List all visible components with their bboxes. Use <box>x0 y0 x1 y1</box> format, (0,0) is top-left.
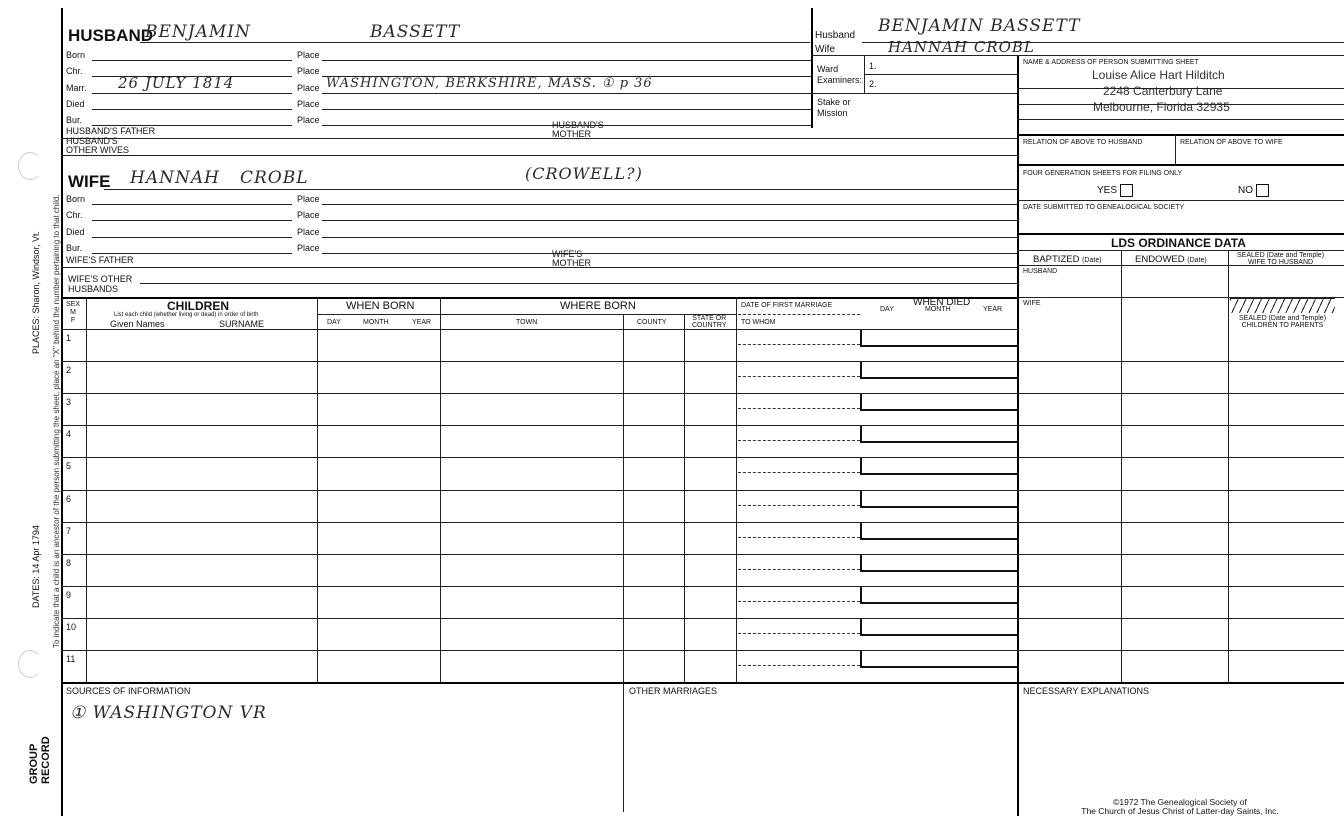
lds-husband-label: HUSBAND <box>1023 268 1058 275</box>
husband-bur-label: Bur. <box>66 115 83 125</box>
born-day-header: DAY <box>327 319 341 326</box>
wife-chr-date-line <box>92 220 292 221</box>
submitter-line3: Melbourne, Florida 32935 <box>1093 100 1230 114</box>
copyright <box>1030 798 1330 816</box>
necessary-label: NECESSARY EXPLANATIONS <box>1023 686 1150 696</box>
fourgen-label: FOUR GENERATION SHEETS FOR FILING ONLY <box>1023 170 1183 177</box>
no-box[interactable] <box>1256 184 1269 197</box>
child-row-line <box>61 425 1344 426</box>
wife-bur-date-line <box>92 253 292 254</box>
where-born-header: WHERE BORN <box>560 300 636 312</box>
relation-top <box>1017 134 1344 136</box>
lds-baptized <box>1033 255 1102 265</box>
child-row-number: 1 <box>66 333 72 343</box>
child-row-number: 8 <box>66 558 72 568</box>
marriage-date-dash <box>738 537 860 538</box>
wife-mother-label <box>552 250 591 268</box>
sources-label: SOURCES OF INFORMATION <box>66 686 191 696</box>
relation-wife-label: RELATION OF ABOVE TO WIFE <box>1180 139 1283 146</box>
marriage-date-dash <box>738 633 860 634</box>
husband-born-place-label: Place <box>297 50 320 60</box>
wife-died-label: Died <box>66 227 85 237</box>
marriage-date-dash <box>738 505 860 506</box>
wife-bur-label: Bur. <box>66 243 83 253</box>
group-record-title <box>28 736 52 784</box>
husband-parents-line <box>61 138 1017 139</box>
died-month-header: MONTH <box>925 306 951 313</box>
first-marriage-header: DATE OF FIRST MARRIAGE <box>741 302 833 309</box>
state-header <box>692 315 726 329</box>
yes-label: YES <box>1097 185 1118 197</box>
died-date-field[interactable] <box>860 555 1019 572</box>
child-row-line <box>61 554 1344 555</box>
died-date-field[interactable] <box>860 394 1019 411</box>
wife-chr-label: Chr. <box>66 210 83 220</box>
husband-born-date-line <box>92 60 292 61</box>
husband-name-line <box>140 42 810 43</box>
husband-title: HUSBAND <box>68 26 153 45</box>
marriage-date-dash <box>738 440 860 441</box>
divider-header-right <box>811 8 813 128</box>
form-left-border <box>61 8 63 816</box>
marriage-date-dash <box>738 344 860 345</box>
born-month-header: MONTH <box>363 319 389 326</box>
hdr-examiners-label: Examiners: <box>817 75 863 85</box>
submitter-line1: Louise Alice Hart Hilditch <box>1092 68 1225 82</box>
sources-value: ① WASHINGTON VR <box>70 703 267 723</box>
husband-died-place-line <box>322 109 811 110</box>
child-row-number: 10 <box>66 622 77 632</box>
side-places: PLACES: Sharon, Windsor, Vt. <box>31 230 41 354</box>
hdr-wife-line <box>811 55 1344 56</box>
yes-box[interactable] <box>1120 184 1133 197</box>
copyright-line-1: ©1972 The Genealogical Society of <box>1113 797 1247 807</box>
husband-born-label: Born <box>66 50 86 60</box>
sex-f: F <box>70 317 76 324</box>
marriage-date-dash <box>738 472 860 473</box>
died-date-field[interactable] <box>860 651 1019 668</box>
group-label: GROUP <box>28 743 40 784</box>
born-year-header: YEAR <box>412 319 432 326</box>
died-date-field[interactable] <box>860 619 1019 636</box>
child-row-line <box>61 522 1344 523</box>
hdr-ward-label: Ward <box>817 64 839 74</box>
wife-died-place-label: Place <box>297 227 320 237</box>
husband-marr-place: WASHINGTON, BERKSHIRE, MASS. ① p 36 <box>326 76 653 91</box>
husband-bur-place-label: Place <box>297 115 320 125</box>
wife-chr-place-line <box>322 220 1017 221</box>
sex-label: SEX <box>66 301 81 308</box>
wife-bur-place-line <box>322 253 1017 254</box>
wife-father-label: WIFE'S FATHER <box>66 255 134 265</box>
child-row-number: 3 <box>66 397 72 407</box>
wife-born-date-line <box>92 204 292 205</box>
husband-surname: BASSETT <box>370 22 461 42</box>
husband-marr-place-line <box>322 93 811 94</box>
wife-other-husbands-label <box>68 274 132 294</box>
relation-divider <box>1175 134 1176 164</box>
hdr-ex1: 1. <box>869 61 877 71</box>
record-label: RECORD <box>40 736 52 784</box>
wife-title: WIFE <box>68 172 111 191</box>
hdr-stake-label-1: Stake or <box>817 97 851 107</box>
hdr-ex2: 2. <box>869 79 877 89</box>
wife-died-place-line <box>322 237 1017 238</box>
husband-other-wives-label-2: OTHER WIVES <box>66 145 130 155</box>
child-row-number: 5 <box>66 461 72 471</box>
died-year-header: YEAR <box>983 306 1003 313</box>
died-date-field[interactable] <box>860 330 1019 347</box>
marriage-date-dash <box>738 376 860 377</box>
wife-parents-line <box>61 267 1017 268</box>
marriage-date-dash <box>738 408 860 409</box>
county-header: COUNTY <box>637 319 667 326</box>
died-date-field[interactable] <box>860 523 1019 540</box>
lds-baptized-label: BAPTIZED <box>1033 254 1080 265</box>
child-row-number: 9 <box>66 590 72 600</box>
husband-died-label: Died <box>66 99 85 109</box>
lds-sealed-wh-1: SEALED (Date and Temple) <box>1237 252 1325 259</box>
wife-born-place-label: Place <box>297 194 320 204</box>
died-day-header: DAY <box>880 306 894 313</box>
wife-bur-place-label: Place <box>297 243 320 253</box>
no-checkbox[interactable] <box>1238 184 1269 197</box>
marriage-date-dash <box>738 601 860 602</box>
lds-sealed-wh-2: WIFE TO HUSBAND <box>1247 259 1314 266</box>
hdr-wife-label: Wife <box>815 44 835 55</box>
first-marriage-dash <box>738 314 860 315</box>
footer-divider <box>623 682 624 812</box>
husband-father-label: HUSBAND'S FATHER <box>66 126 156 136</box>
children-bottom <box>61 682 1344 684</box>
husband-born-place-line <box>322 60 811 61</box>
submitter-line2: 2248 Canterbury Lane <box>1103 84 1223 98</box>
hdr-husband-value: BENJAMIN BASSETT <box>878 16 1081 36</box>
child-row-number: 4 <box>66 429 72 439</box>
child-row-line <box>61 393 1344 394</box>
lds-hdr-bottom <box>1017 265 1344 266</box>
child-row-line <box>61 361 1344 362</box>
wife-surname: CROBL <box>240 168 309 188</box>
child-row-line <box>61 650 1344 651</box>
date-submitted-label: DATE SUBMITTED TO GENEALOGICAL SOCIETY <box>1023 204 1185 211</box>
child-row-number: 6 <box>66 494 72 504</box>
to-whom-header: TO WHOM <box>741 319 776 326</box>
child-row-number: 2 <box>66 365 72 375</box>
husband-other-wives-label-1: HUSBAND'S <box>66 136 118 146</box>
sex-m: M <box>70 309 76 316</box>
hdr-husband-label: Husband <box>815 30 856 41</box>
wife-given-name: HANNAH <box>130 168 220 188</box>
when-born-underline <box>317 314 440 315</box>
died-date-field[interactable] <box>860 362 1019 379</box>
wife-other-husbands-2: HUSBANDS <box>68 284 119 294</box>
child-row-line <box>61 586 1344 587</box>
husband-mother-label-1: HUSBAND'S <box>552 120 604 130</box>
side-dates: DATES: 14 Apr 1794 <box>31 525 41 608</box>
wife-name-line <box>104 189 1017 190</box>
state-header-1: STATE OR <box>692 315 727 322</box>
marriage-date-dash <box>738 569 860 570</box>
hdr-stake-label-2: Mission <box>817 108 848 118</box>
copyright-line-2: The Church of Jesus Christ of Latter-day Saints, Inc. <box>1081 806 1279 816</box>
died-date-field[interactable] <box>860 491 1019 508</box>
lds-wife-label: WIFE <box>1023 300 1041 307</box>
submitter-label: NAME & ADDRESS OF PERSON SUBMITTING SHEET <box>1023 59 1199 66</box>
wife-chr-place-label: Place <box>297 210 320 220</box>
sex-header <box>66 301 80 325</box>
marriage-date-dash <box>738 665 860 666</box>
died-date-field[interactable] <box>860 458 1019 475</box>
child-row-number: 7 <box>66 526 72 536</box>
wife-other-husbands-1: WIFE'S OTHER <box>68 274 133 284</box>
submitter-rule-3 <box>1017 119 1344 120</box>
husband-marr-place-label: Place <box>297 83 320 93</box>
other-marriages-label: OTHER MARRIAGES <box>629 686 718 696</box>
date-submitted-top <box>1017 200 1344 201</box>
hdr-wife-value: HANNAH CROBL <box>888 38 1035 56</box>
lds-sealed-cp <box>1239 315 1326 329</box>
wife-alt-surname: (CROWELL?) <box>525 164 643 183</box>
submitter-rule-1 <box>1017 88 1344 89</box>
lds-hatch <box>1230 298 1335 313</box>
hdr-stake-label <box>817 97 851 119</box>
lds-sealed-cp-1: SEALED (Date and Temple) <box>1239 315 1327 322</box>
col-state <box>684 314 685 682</box>
children-subtitle: List each child (whether living or dead) in order of birth <box>114 312 259 318</box>
wife-other-husbands-line <box>140 283 1017 284</box>
husband-other-wives-label <box>66 137 129 155</box>
husband-marr-label: Marr. <box>66 83 87 93</box>
side-instructions: To indicate that a child is an ancestor of the person submitting the sheet, place an "X" behind the number pertaining to that child. <box>52 194 61 648</box>
relation-husband-label: RELATION OF ABOVE TO HUSBAND <box>1023 139 1143 146</box>
wife-died-date-line <box>92 237 292 238</box>
husband-marr-date: 26 JULY 1814 <box>118 74 235 92</box>
child-row-line <box>61 457 1344 458</box>
died-date-field[interactable] <box>860 587 1019 604</box>
child-row-line <box>61 618 1344 619</box>
surname-header: SURNAME <box>219 319 265 329</box>
husband-mother-label <box>552 121 604 139</box>
hdr-ex-split <box>864 74 1017 75</box>
wife-mother-label-1: WIFE'S <box>552 249 583 259</box>
town-header: TOWN <box>516 319 538 326</box>
when-born-header: WHEN BORN <box>346 300 415 312</box>
no-label: NO <box>1238 185 1253 197</box>
punch-hole-bottom <box>18 650 42 678</box>
wife-born-label: Born <box>66 194 86 204</box>
lds-endowed-label: ENDOWED <box>1135 254 1185 265</box>
husband-given-name: BENJAMIN <box>145 22 251 42</box>
wife-mother-label-2: MOTHER <box>552 258 591 268</box>
lds-top <box>1017 233 1344 235</box>
lds-sealed-wh <box>1237 252 1324 266</box>
husband-chr-label: Chr. <box>66 66 83 76</box>
wife-born-place-line <box>322 204 1017 205</box>
husband-mother-label-2: MOTHER <box>552 129 591 139</box>
state-header-2: COUNTRY <box>692 322 727 329</box>
col-county <box>623 314 624 682</box>
lds-sealed-cp-2: CHILDREN TO PARENTS <box>1241 322 1324 329</box>
husband-marr-date-line <box>92 93 292 94</box>
child-row-line <box>61 490 1344 491</box>
lds-title-bottom <box>1017 250 1344 251</box>
children-title: CHILDREN <box>167 299 229 313</box>
punch-hole-top <box>18 152 42 180</box>
husband-other-wives-line <box>61 155 1017 156</box>
lds-baptized-date: (Date) <box>1082 257 1102 264</box>
yes-checkbox[interactable] <box>1097 184 1133 197</box>
when-died-header: WHEN DIED <box>913 297 971 308</box>
lds-title: LDS ORDINANCE DATA <box>1111 236 1246 250</box>
husband-died-date-line <box>92 109 292 110</box>
submitter-rule-2 <box>1017 104 1344 105</box>
husband-died-place-label: Place <box>297 99 320 109</box>
died-date-field[interactable] <box>860 426 1019 443</box>
given-names-header: Given Names <box>110 319 165 329</box>
fourgen-top <box>1017 164 1344 166</box>
lds-endowed <box>1135 255 1207 265</box>
child-row-number: 11 <box>66 654 76 664</box>
hdr-ex-bottom <box>811 93 1017 94</box>
husband-chr-place-label: Place <box>297 66 320 76</box>
lds-endowed-date: (Date) <box>1187 257 1207 264</box>
